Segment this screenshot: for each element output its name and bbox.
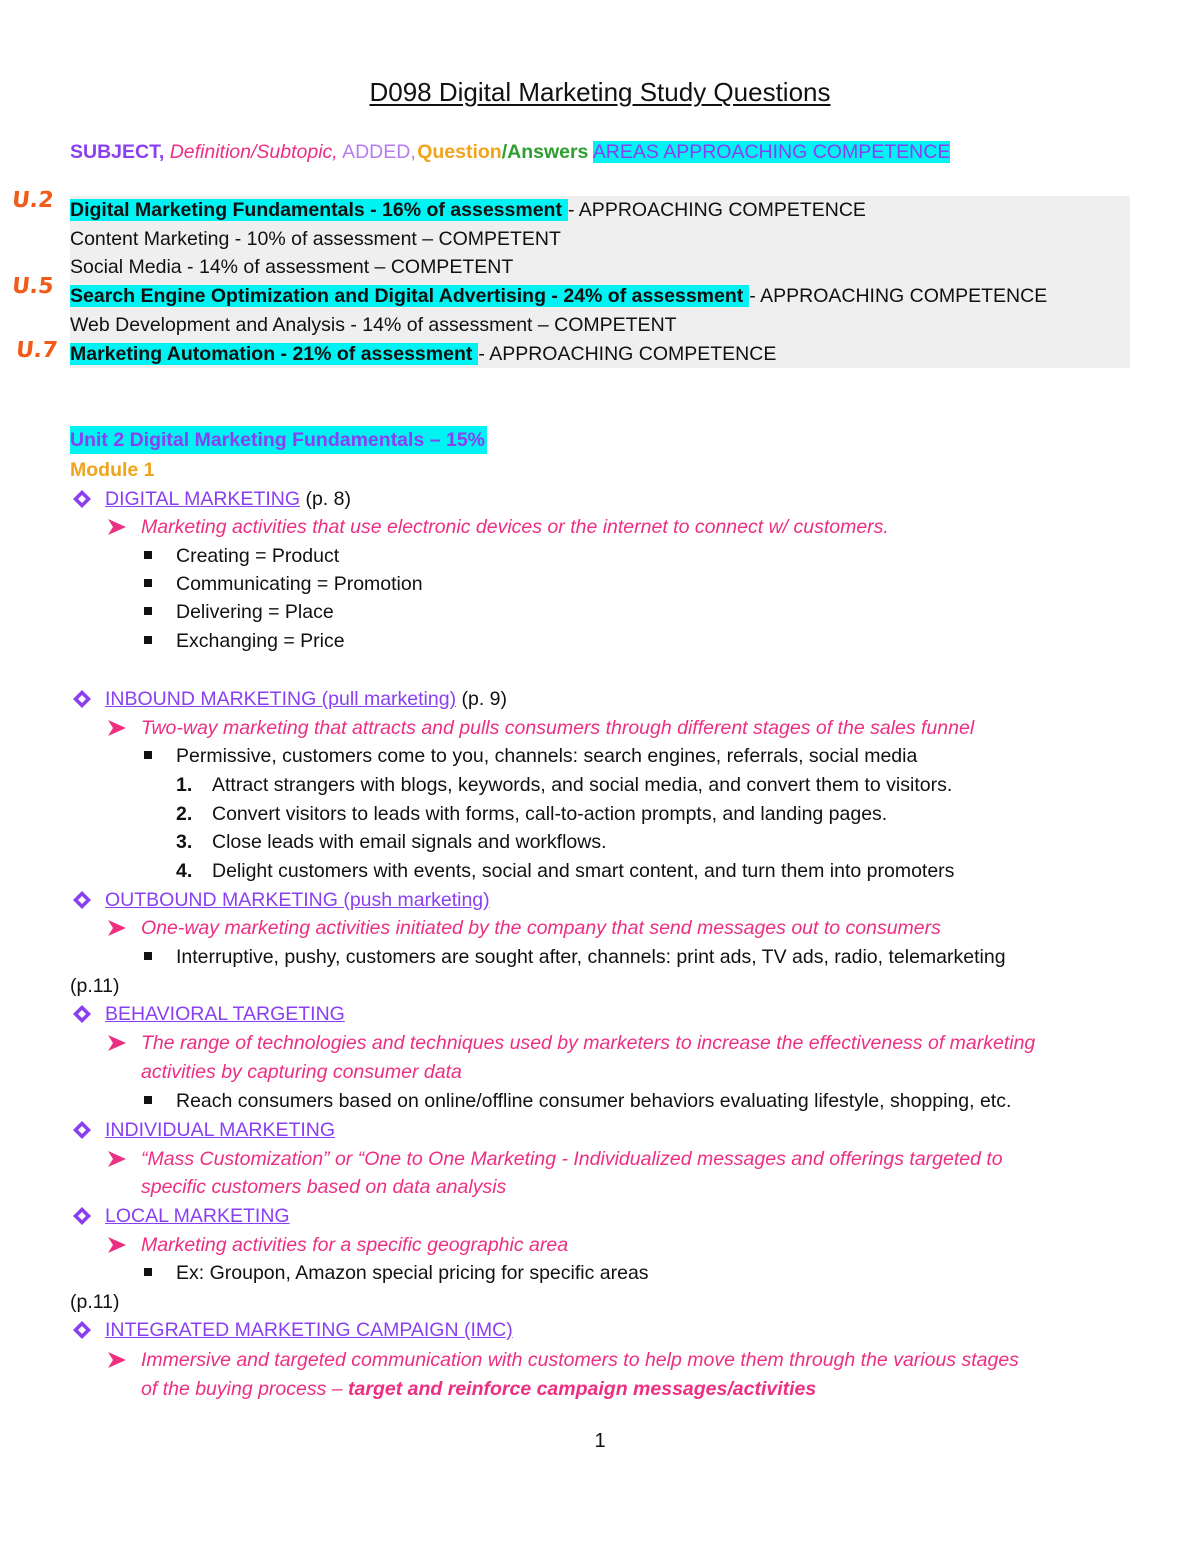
term-outbound-marketing <box>105 886 490 914</box>
diamond-bullet-icon <box>72 1004 92 1024</box>
definition-individual-marketing: “Mass Customization” or “One to One Marketing - Individualized messages and offerings targeted to <box>141 1148 1003 1170</box>
term-label: BEHAVIORAL TARGETING <box>105 1003 345 1025</box>
bullet-item: Permissive, customers come to you, channels: search engines, referrals, social media <box>176 745 918 767</box>
summary-status: - APPROACHING COMPETENCE <box>567 199 866 221</box>
term-label: DIGITAL MARKETING <box>105 488 301 510</box>
legend-added: ADDED, <box>342 141 416 163</box>
competence-summary-table <box>70 196 1130 368</box>
summary-status: - APPROACHING COMPETENCE <box>749 285 1048 307</box>
definition-outbound-marketing: One-way marketing activities initiated by the company that send messages out to consumers <box>141 917 941 939</box>
diamond-bullet-icon <box>72 890 92 910</box>
summary-row <box>70 311 677 339</box>
bullet-item: Ex: Groupon, Amazon special pricing for specific areas <box>176 1262 649 1284</box>
arrow-bullet-icon <box>106 917 128 939</box>
summary-highlight: Search Engine Optimization and Digital Advertising - 24% of assessment <box>70 285 749 307</box>
page-reference: (p.11) <box>70 1291 120 1313</box>
summary-row <box>70 253 513 281</box>
term-label: OUTBOUND MARKETING (push marketing) <box>105 889 490 911</box>
page-reference: (p.11) <box>70 975 120 997</box>
summary-status: - APPROACHING COMPETENCE <box>478 343 777 365</box>
definition-local-marketing: Marketing activities for a specific geographic area <box>141 1234 569 1256</box>
summary-row <box>70 196 866 224</box>
summary-highlight: Digital Marketing Fundamentals - 16% of assessment <box>70 199 568 221</box>
square-bullet-icon <box>144 551 152 559</box>
legend-definition: Definition/Subtopic, <box>169 141 338 163</box>
summary-status: Web Development and Analysis - 14% of assessment – COMPETENT <box>70 314 677 336</box>
diamond-bullet-icon <box>72 1120 92 1140</box>
definition-imc-cont <box>141 1375 816 1403</box>
definition-behavioral-targeting-cont: activities by capturing consumer data <box>141 1061 462 1083</box>
square-bullet-icon <box>144 952 152 960</box>
term-label: INDIVIDUAL MARKETING <box>105 1119 336 1141</box>
square-bullet-icon <box>144 579 152 587</box>
term-behavioral-targeting <box>105 1000 345 1028</box>
term-imc <box>105 1316 513 1344</box>
step-number: 1. <box>176 774 193 796</box>
diamond-bullet-icon <box>72 1320 92 1340</box>
bullet-item: Exchanging = Price <box>176 630 345 652</box>
legend-question: Question <box>417 141 502 163</box>
bullet-item: Interruptive, pushy, customers are sought after, channels: print ads, TV ads, radio, telemarketing <box>176 946 1006 968</box>
arrow-bullet-icon <box>106 1148 128 1170</box>
arrow-bullet-icon <box>106 1349 128 1371</box>
unit-heading: Unit 2 Digital Marketing Fundamentals – 15% <box>70 426 487 454</box>
step-number: 4. <box>176 860 193 882</box>
term-local-marketing <box>105 1202 290 1230</box>
definition-text: of the buying process – <box>141 1378 349 1400</box>
definition-behavioral-targeting: The range of technologies and techniques used by marketers to increase the effectiveness of marketing <box>141 1032 1036 1054</box>
page-title: D098 Digital Marketing Study Questions <box>369 77 831 107</box>
bullet-item: Creating = Product <box>176 545 340 567</box>
numbered-item <box>176 771 952 799</box>
diamond-bullet-icon <box>72 689 92 709</box>
step-text: Close leads with email signals and workflows. <box>212 831 607 853</box>
numbered-item <box>176 828 607 856</box>
definition-inbound-marketing: Two-way marketing that attracts and pulls consumers through different stages of the sales funnel <box>141 717 975 739</box>
module-heading: Module 1 <box>70 459 155 481</box>
term-digital-marketing <box>105 485 351 513</box>
step-text: Convert visitors to leads with forms, call-to-action prompts, and landing pages. <box>212 803 888 825</box>
arrow-bullet-icon <box>106 516 128 538</box>
numbered-item <box>176 800 887 828</box>
square-bullet-icon <box>144 607 152 615</box>
step-number: 3. <box>176 831 193 853</box>
bullet-item: Delivering = Place <box>176 601 334 623</box>
term-label: INTEGRATED MARKETING CAMPAIGN (IMC) <box>105 1319 513 1341</box>
square-bullet-icon <box>144 751 152 759</box>
numbered-item <box>176 857 954 885</box>
term-label: INBOUND MARKETING (pull marketing) <box>105 688 457 710</box>
color-legend <box>70 141 950 164</box>
definition-emphasis: target and reinforce campaign messages/activities <box>348 1378 817 1400</box>
square-bullet-icon <box>144 636 152 644</box>
summary-highlight: Marketing Automation - 21% of assessment <box>70 343 478 365</box>
term-inbound-marketing <box>105 685 507 713</box>
step-number: 2. <box>176 803 193 825</box>
diamond-bullet-icon <box>72 1206 92 1226</box>
page-number: 1 <box>594 1430 606 1452</box>
diamond-bullet-icon <box>72 489 92 509</box>
definition-digital-marketing: Marketing activities that use electronic devices or the internet to connect w/ customers. <box>141 516 889 538</box>
step-text: Attract strangers with blogs, keywords, and social media, and convert them to visitors. <box>212 774 953 796</box>
bullet-item: Communicating = Promotion <box>176 573 423 595</box>
page-reference: (p. 8) <box>300 488 351 510</box>
unit-mark-u7: U.7 <box>14 338 59 363</box>
page-reference: (p. 9) <box>456 688 507 710</box>
square-bullet-icon <box>144 1268 152 1276</box>
summary-row <box>70 225 561 253</box>
step-text: Delight customers with events, social and smart content, and turn them into promoters <box>212 860 955 882</box>
bullet-item: Reach consumers based on online/offline consumer behaviors evaluating lifestyle, shopping, etc. <box>176 1090 1012 1112</box>
summary-row <box>70 282 1047 310</box>
legend-answers: /Answers <box>501 141 589 163</box>
summary-status: Content Marketing - 10% of assessment – COMPETENT <box>70 228 561 250</box>
summary-status: Social Media - 14% of assessment – COMPETENT <box>70 256 514 278</box>
unit-mark-u2: U.2 <box>10 188 55 213</box>
legend-subject: SUBJECT, <box>70 141 165 163</box>
legend-areas: AREAS APPROACHING COMPETENCE <box>592 141 951 163</box>
summary-row <box>70 340 776 368</box>
arrow-bullet-icon <box>106 1032 128 1054</box>
term-label: LOCAL MARKETING <box>105 1205 290 1227</box>
definition-imc: Immersive and targeted communication with customers to help move them through the various stages <box>141 1349 1019 1371</box>
arrow-bullet-icon <box>106 717 128 739</box>
square-bullet-icon <box>144 1096 152 1104</box>
term-individual-marketing <box>105 1116 335 1144</box>
definition-individual-marketing-cont: specific customers based on data analysis <box>141 1176 507 1198</box>
arrow-bullet-icon <box>106 1234 128 1256</box>
unit-mark-u5: U.5 <box>10 274 55 299</box>
